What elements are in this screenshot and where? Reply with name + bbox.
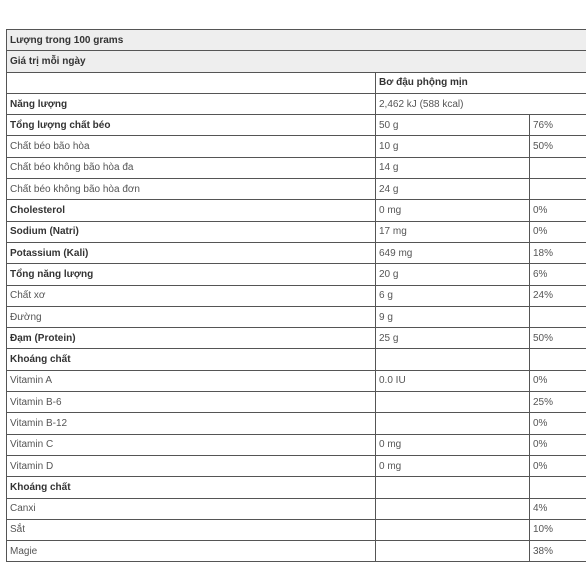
nutrient-daily-value: 4% [530, 498, 586, 519]
nutrient-label: Khoáng chất [7, 349, 376, 370]
nutrient-label: Chất béo không bão hòa đơn [7, 179, 376, 200]
nutrient-daily-value: 38% [530, 541, 586, 562]
nutrient-label: Vitamin D [7, 455, 376, 476]
nutrient-amount [376, 498, 530, 519]
nutrient-label: Vitamin A [7, 370, 376, 391]
table-row [7, 264, 586, 285]
table-subtitle-row [7, 51, 586, 72]
nutrient-label: Vitamin B-6 [7, 392, 376, 413]
table-row [7, 370, 586, 391]
nutrient-amount: 25 g [376, 328, 530, 349]
nutrient-daily-value: 25% [530, 392, 586, 413]
nutrient-label: Potassium (Kali) [7, 242, 376, 263]
nutrient-label: Canxi [7, 498, 376, 519]
nutrient-label: Magie [7, 541, 376, 562]
nutrient-daily-value: 0% [530, 413, 586, 434]
nutrient-label: Khoáng chất [7, 477, 376, 498]
nutrient-label: Tổng năng lượng [7, 264, 376, 285]
nutrient-amount: 0 mg [376, 200, 530, 221]
column-header: Bơ đậu phộng mịn [376, 72, 586, 93]
nutrient-label: Vitamin B-12 [7, 413, 376, 434]
table-row [7, 434, 586, 455]
nutrient-amount: 14 g [376, 157, 530, 178]
nutrient-amount: 24 g [376, 179, 530, 200]
table-row [7, 136, 586, 157]
nutrient-label: Năng lượng [7, 93, 376, 114]
empty-header-cell [7, 72, 376, 93]
nutrient-daily-value: 10% [530, 519, 586, 540]
nutrient-label: Sodium (Natri) [7, 221, 376, 242]
nutrient-label: Tổng lượng chất béo [7, 115, 376, 136]
nutrient-daily-value [530, 477, 586, 498]
nutrient-amount [376, 413, 530, 434]
table-row [7, 349, 586, 370]
table-row [7, 179, 586, 200]
table-row [7, 413, 586, 434]
table-subtitle: Giá trị mỗi ngày [7, 51, 586, 72]
table-row [7, 328, 586, 349]
table-row [7, 221, 586, 242]
nutrient-amount [376, 541, 530, 562]
table-row [7, 285, 586, 306]
nutrient-label: Vitamin C [7, 434, 376, 455]
nutrient-amount: 0 mg [376, 434, 530, 455]
nutrient-label: Đường [7, 306, 376, 327]
nutrient-amount: 50 g [376, 115, 530, 136]
table-title-row [7, 30, 586, 51]
nutrient-amount: 9 g [376, 306, 530, 327]
nutrient-daily-value [530, 157, 586, 178]
table-row [7, 455, 586, 476]
nutrient-daily-value: 50% [530, 136, 586, 157]
nutrient-amount: 10 g [376, 136, 530, 157]
nutrient-daily-value: 76% [530, 115, 586, 136]
nutrient-amount: 20 g [376, 264, 530, 285]
nutrition-table [6, 29, 586, 562]
nutrient-daily-value: 0% [530, 434, 586, 455]
nutrient-daily-value [530, 179, 586, 200]
table-row [7, 498, 586, 519]
nutrient-amount [376, 392, 530, 413]
table-row [7, 242, 586, 263]
nutrient-amount: 0 mg [376, 455, 530, 476]
nutrient-amount: 2,462 kJ (588 kcal) [376, 93, 586, 114]
nutrient-label: Sắt [7, 519, 376, 540]
nutrient-daily-value: 6% [530, 264, 586, 285]
nutrient-amount [376, 349, 530, 370]
nutrient-amount: 17 mg [376, 221, 530, 242]
nutrient-daily-value: 18% [530, 242, 586, 263]
nutrient-daily-value: 0% [530, 370, 586, 391]
nutrient-daily-value: 24% [530, 285, 586, 306]
nutrient-daily-value [530, 349, 586, 370]
nutrient-daily-value: 0% [530, 455, 586, 476]
nutrient-amount: 649 mg [376, 242, 530, 263]
nutrient-daily-value [530, 306, 586, 327]
nutrient-daily-value: 50% [530, 328, 586, 349]
nutrient-label: Chất béo bão hòa [7, 136, 376, 157]
nutrient-label: Chất béo không bão hòa đa [7, 157, 376, 178]
nutrient-label: Chất xơ [7, 285, 376, 306]
table-row [7, 157, 586, 178]
table-row [7, 519, 586, 540]
nutrient-label: Cholesterol [7, 200, 376, 221]
table-row [7, 477, 586, 498]
table-title: Lượng trong 100 grams [7, 30, 586, 51]
nutrient-amount [376, 477, 530, 498]
nutrient-amount [376, 519, 530, 540]
nutrient-amount: 6 g [376, 285, 530, 306]
column-header-row [7, 72, 586, 93]
nutrient-daily-value: 0% [530, 200, 586, 221]
table-row [7, 392, 586, 413]
table-row [7, 541, 586, 562]
table-row [7, 200, 586, 221]
nutrient-daily-value: 0% [530, 221, 586, 242]
nutrient-amount: 0.0 IU [376, 370, 530, 391]
nutrient-label: Đạm (Protein) [7, 328, 376, 349]
table-row [7, 306, 586, 327]
table-row [7, 115, 586, 136]
table-row [7, 93, 586, 114]
